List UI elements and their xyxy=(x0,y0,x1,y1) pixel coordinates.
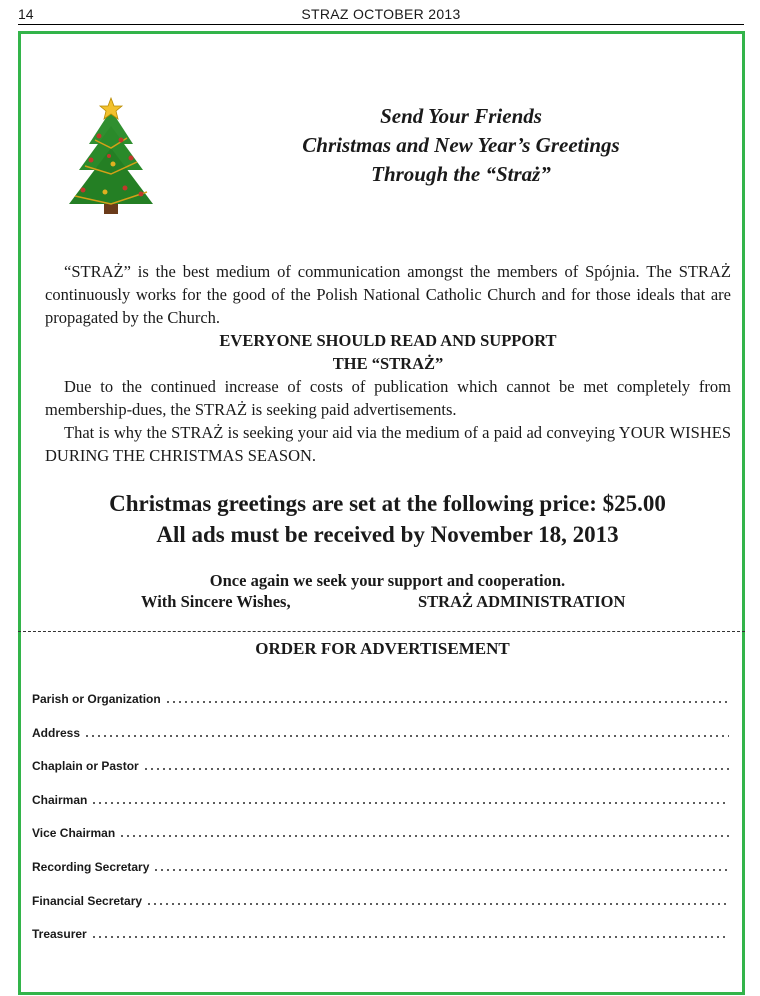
headline-line-1: Send Your Friends xyxy=(380,104,542,128)
field-treasurer[interactable] xyxy=(32,923,729,941)
issue-title: STRAZ OCTOBER 2013 xyxy=(301,6,461,22)
field-recording-secretary[interactable] xyxy=(32,856,729,874)
dotted-fill-line xyxy=(146,903,729,905)
ad-frame xyxy=(18,31,745,995)
field-financial-secretary[interactable] xyxy=(32,890,729,908)
cut-line xyxy=(18,631,745,632)
paragraph-intro: “STRAŻ” is the best medium of communication amongst the members of Spójnia. The STRAŻ continuously works for the good of the Polish National Catholic Church and for those ideals that are propagated by the Church. xyxy=(45,262,731,327)
field-parish-organization[interactable] xyxy=(32,688,729,706)
field-address[interactable] xyxy=(32,722,729,740)
headline-line-2: Christmas and New Year’s Greetings xyxy=(302,133,620,157)
signature: STRAŻ ADMINISTRATION xyxy=(418,592,626,611)
field-label: Address xyxy=(32,726,81,740)
dotted-fill-line xyxy=(91,936,729,938)
paragraph-costs: Due to the continued increase of costs of publication which cannot be met completely from membership-dues, the STRAŻ is seeking paid advertisements. xyxy=(45,377,731,419)
price-line: Christmas greetings are set at the following price: $25.00 xyxy=(109,491,666,516)
deadline-line: All ads must be received by November 18, 2013 xyxy=(156,522,619,547)
support-line: Once again we seek your support and cooperation. xyxy=(209,571,566,590)
field-label: Chaplain or Pastor xyxy=(32,759,139,773)
christmas-tree-icon xyxy=(61,96,161,218)
page-header xyxy=(18,6,744,24)
field-label: Treasurer xyxy=(32,927,87,941)
order-form-title: ORDER FOR ADVERTISEMENT xyxy=(255,639,510,658)
dotted-fill-line xyxy=(153,869,729,871)
dotted-fill-line xyxy=(84,735,729,737)
headline xyxy=(201,102,721,189)
field-chaplain-pastor[interactable] xyxy=(32,755,729,773)
field-vice-chairman[interactable] xyxy=(32,822,729,840)
headline-line-3: Through the “Straż” xyxy=(371,162,551,186)
field-label: Recording Secretary xyxy=(32,860,150,874)
field-label: Parish or Organization xyxy=(32,692,161,706)
page-number: 14 xyxy=(18,6,34,22)
field-chairman[interactable] xyxy=(32,789,729,807)
sincere-wishes: With Sincere Wishes, xyxy=(141,592,291,611)
slogan-line-1: EVERYONE SHOULD READ AND SUPPORT xyxy=(219,331,557,350)
paragraph-aid: That is why the STRAŻ is seeking your aid via the medium of a paid ad conveying YOUR WISHES DURING THE CHRISTMAS SEASON. xyxy=(45,423,731,465)
header-rule xyxy=(18,24,744,25)
field-label: Financial Secretary xyxy=(32,894,143,908)
dotted-fill-line xyxy=(119,835,729,837)
body-text xyxy=(45,260,731,467)
dotted-fill-line xyxy=(165,701,729,703)
slogan-line-2: THE “STRAŻ” xyxy=(332,354,444,373)
pricing xyxy=(21,488,754,550)
field-label: Vice Chairman xyxy=(32,826,116,840)
dotted-fill-line xyxy=(143,768,729,770)
field-label: Chairman xyxy=(32,793,88,807)
dotted-fill-line xyxy=(91,802,729,804)
